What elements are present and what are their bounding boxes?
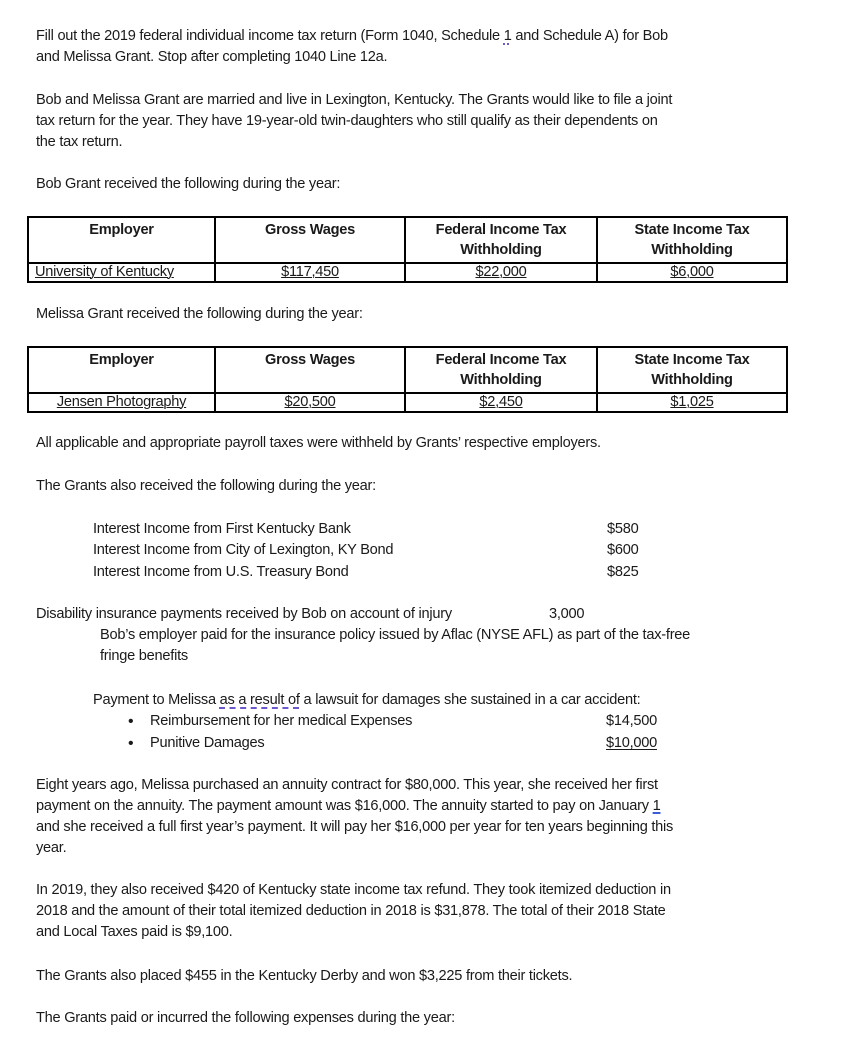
bob-intro: Bob Grant received the following during the year: xyxy=(36,176,341,192)
cell-federal-withholding: $2,450 xyxy=(405,393,597,412)
lawsuit-item-label: • Reimbursement for her medical Expenses xyxy=(150,711,412,732)
disability-label: Disability insurance payments received by Bob on account of injury xyxy=(36,606,452,622)
expenses-intro: The Grants paid or incurred the following expenses during the year: xyxy=(36,1010,455,1026)
refund-line: 2018 and the amount of their total itemized deduction in 2018 is $31,878. The total of their 2018 State xyxy=(36,903,666,919)
grammar-flag[interactable]: 1 xyxy=(503,28,512,44)
background-line: tax return for the year. They have 19-year-old twin-daughters who still qualify as their dependents on xyxy=(36,113,658,129)
annuity-line: payment on the annuity. The payment amount was $16,000. The annuity started to pay on January 1 xyxy=(36,798,661,814)
interest-amount: $600 xyxy=(607,542,639,558)
col-header-employer: Employer xyxy=(28,217,215,263)
disability-note-line-1: Bob’s employer paid for the insurance policy issued by Aflac (NYSE AFL) as part of the tax-free xyxy=(100,627,691,643)
interest-label: Interest Income from First Kentucky Bank xyxy=(93,521,351,537)
col-header-federal-withholding: Federal Income Tax Withholding xyxy=(405,217,597,263)
refund-line: In 2019, they also received $420 of Kentucky state income tax refund. They took itemized deduction in xyxy=(36,882,671,898)
col-header-federal-withholding: Federal Income Tax Withholding xyxy=(405,347,597,393)
melissa-wages-table xyxy=(27,346,788,413)
col-header-employer: Employer xyxy=(28,347,215,393)
col-header-gross-wages: Gross Wages xyxy=(215,347,405,393)
interest-amount: $580 xyxy=(607,521,639,537)
disability-amount: 3,000 xyxy=(549,606,585,622)
col-header-state-withholding: State Income Tax Withholding xyxy=(597,217,787,263)
background-paragraph xyxy=(36,90,806,153)
cell-gross-wages: $117,450 xyxy=(215,263,405,282)
lawsuit-intro: Payment to Melissa as a result of a lawsuit for damages she sustained in a car accident: xyxy=(93,692,641,708)
annuity-line: Eight years ago, Melissa purchased an annuity contract for $80,000. This year, she received her first xyxy=(36,777,658,793)
cell-federal-withholding: $22,000 xyxy=(405,263,597,282)
annuity-line: year. xyxy=(36,840,67,856)
interest-amount: $825 xyxy=(607,564,639,580)
instructions-paragraph xyxy=(36,26,806,68)
table-header-row xyxy=(28,217,787,263)
cell-state-withholding: $6,000 xyxy=(597,263,787,282)
cell-state-withholding: $1,025 xyxy=(597,393,787,412)
annuity-paragraph xyxy=(36,775,806,859)
instructions-line-2: and Melissa Grant. Stop after completing 1040 Line 12a. xyxy=(36,49,388,65)
refund-line: and Local Taxes paid is $9,100. xyxy=(36,924,233,940)
interest-label: Interest Income from City of Lexington, KY Bond xyxy=(93,542,394,558)
instructions-line-1: Fill out the 2019 federal individual income tax return (Form 1040, Schedule 1 and Schedule A) for Bob xyxy=(36,28,668,44)
background-line: Bob and Melissa Grant are married and live in Lexington, Kentucky. The Grants would like to file a joint xyxy=(36,92,673,108)
lawsuit-item-amount: $10,000 xyxy=(606,735,658,751)
table-row xyxy=(28,393,787,412)
cell-employer: Jensen Photography xyxy=(28,393,215,412)
lawsuit-item-amount: $14,500 xyxy=(606,713,658,729)
annuity-line: and she received a full first year’s payment. It will pay her $16,000 per year for ten years beginning this xyxy=(36,819,674,835)
melissa-intro: Melissa Grant received the following during the year: xyxy=(36,306,363,322)
col-header-gross-wages: Gross Wages xyxy=(215,217,405,263)
grammar-flag[interactable]: as a result of xyxy=(219,692,300,708)
interest-label: Interest Income from U.S. Treasury Bond xyxy=(93,564,349,580)
bob-wages-table xyxy=(27,216,788,283)
col-header-state-withholding: State Income Tax Withholding xyxy=(597,347,787,393)
grammar-flag[interactable]: 1 xyxy=(652,798,661,814)
cell-employer: University of Kentucky xyxy=(28,263,215,282)
table-row xyxy=(28,263,787,282)
also-received-intro: The Grants also received the following during the year: xyxy=(36,478,376,494)
table-header-row xyxy=(28,347,787,393)
lawsuit-item-label: • Punitive Damages xyxy=(150,733,264,754)
background-line: the tax return. xyxy=(36,134,123,150)
cell-gross-wages: $20,500 xyxy=(215,393,405,412)
derby-paragraph: The Grants also placed $455 in the Kentucky Derby and won $3,225 from their tickets. xyxy=(36,968,573,984)
disability-note-line-2: fringe benefits xyxy=(100,648,188,664)
payroll-note: All applicable and appropriate payroll taxes were withheld by Grants’ respective employers. xyxy=(36,435,601,451)
refund-paragraph xyxy=(36,880,806,943)
